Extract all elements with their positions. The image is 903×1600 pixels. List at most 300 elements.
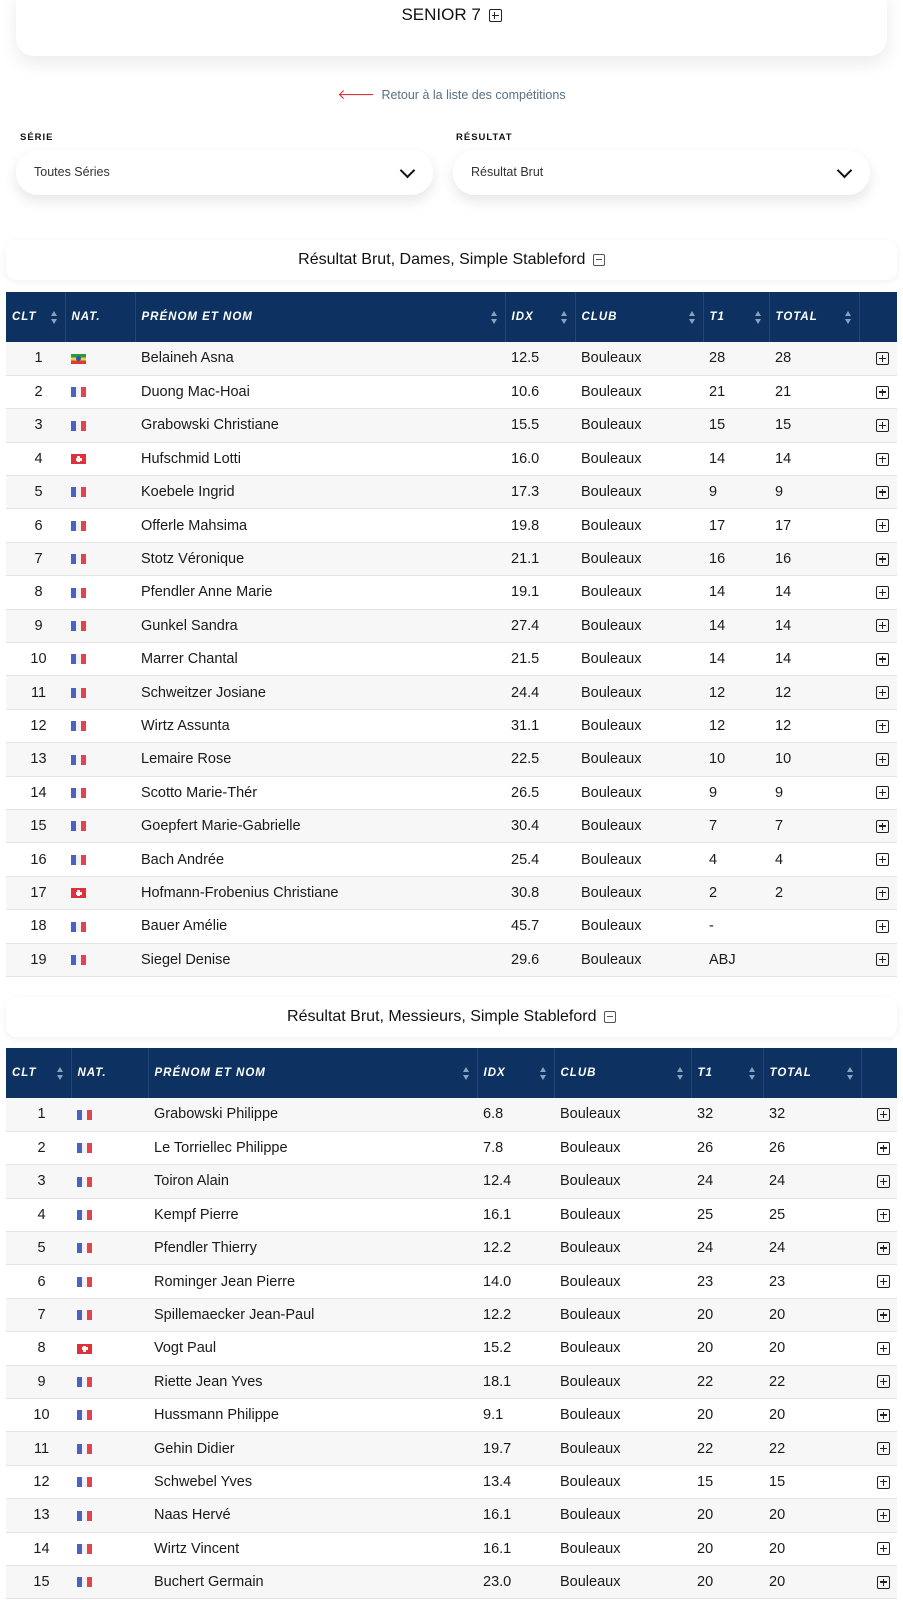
flag-fr-icon <box>77 1377 92 1387</box>
player-name-cell: Spillemaecker Jean-Paul <box>154 1307 315 1324</box>
nationality-cell <box>65 375 135 408</box>
rank-cell: 1 <box>34 350 43 367</box>
player-name-cell: Hussmann Philippe <box>154 1407 279 1424</box>
index-cell: 18.1 <box>483 1373 512 1390</box>
table-row[interactable] <box>6 676 897 709</box>
index-cell: 12.2 <box>483 1307 512 1324</box>
t1-cell: 20 <box>697 1507 714 1524</box>
table-row[interactable] <box>6 1465 897 1498</box>
flag-fr-icon <box>77 1477 92 1487</box>
expand-plus-icon[interactable] <box>877 1175 890 1188</box>
player-name-cell: Siegel Denise <box>141 951 231 968</box>
flag-fr-icon <box>71 955 86 965</box>
row-expand-cell[interactable] <box>859 709 897 742</box>
expand-plus-icon[interactable] <box>877 1108 890 1121</box>
total-cell: 24 <box>769 1240 786 1257</box>
section-header-messieurs <box>6 997 897 1037</box>
flag-fr-icon <box>77 1277 92 1287</box>
index-cell: 12.4 <box>483 1173 512 1190</box>
nationality-cell <box>65 542 135 575</box>
expand-plus-icon[interactable] <box>876 352 889 365</box>
flag-fr-icon <box>77 1110 92 1120</box>
flag-fr-icon <box>71 755 86 765</box>
player-name-cell: Hufschmid Lotti <box>141 450 241 467</box>
table-row[interactable] <box>6 1165 897 1198</box>
total-cell: 26 <box>769 1140 786 1157</box>
club-cell: Bouleaux <box>581 584 642 601</box>
player-name-cell: Koebele Ingrid <box>141 484 235 501</box>
club-cell: Bouleaux <box>560 1407 621 1424</box>
column-header-club[interactable]: CLUB <box>575 292 703 342</box>
rank-cell: 4 <box>34 450 43 467</box>
nationality-cell <box>65 843 135 876</box>
section-title: Résultat Brut, Messieurs, Simple Stableford <box>287 1008 597 1025</box>
t1-cell: 22 <box>697 1373 714 1390</box>
expand-plus-icon[interactable] <box>876 419 889 432</box>
club-cell: Bouleaux <box>581 751 642 768</box>
total-cell: 20 <box>769 1407 786 1424</box>
rank-cell: 12 <box>30 717 47 734</box>
player-name-cell: Stotz Véronique <box>141 551 245 568</box>
row-expand-cell[interactable] <box>859 843 897 876</box>
table-row[interactable] <box>6 843 897 876</box>
expand-plus-icon[interactable] <box>876 586 889 599</box>
t1-cell: 9 <box>709 484 718 501</box>
total-cell: 9 <box>775 484 784 501</box>
table-row[interactable] <box>6 442 897 475</box>
sort-icon <box>57 1067 64 1080</box>
rank-cell: 13 <box>33 1507 50 1524</box>
table-row[interactable] <box>6 1432 897 1465</box>
total-cell: 28 <box>775 350 792 367</box>
sort-icon <box>463 1067 470 1080</box>
t1-cell: ABJ <box>709 951 736 968</box>
rank-cell: 3 <box>37 1173 46 1190</box>
table-row[interactable] <box>6 776 897 809</box>
nationality-cell <box>65 342 135 375</box>
table-header-row <box>6 1048 897 1098</box>
flag-ch-icon <box>77 1344 92 1354</box>
t1-cell: 7 <box>709 818 718 835</box>
expand-plus-icon[interactable] <box>876 820 889 833</box>
rank-cell: 12 <box>33 1473 50 1490</box>
t1-cell: 4 <box>709 851 718 868</box>
total-cell: 14 <box>775 450 792 467</box>
expand-plus-icon[interactable] <box>877 1409 890 1422</box>
nationality-cell <box>71 1565 148 1598</box>
row-expand-cell[interactable] <box>859 676 897 709</box>
total-cell: 21 <box>775 384 792 401</box>
row-expand-cell[interactable] <box>861 1365 897 1398</box>
expand-plus-icon[interactable] <box>876 486 889 499</box>
expand-plus-icon[interactable] <box>877 1275 890 1288</box>
club-cell: Bouleaux <box>581 417 642 434</box>
table-row[interactable] <box>6 643 897 676</box>
nationality-cell <box>71 1198 148 1231</box>
flag-fr-icon <box>71 821 86 831</box>
player-name-cell: Le Torriellec Philippe <box>154 1140 288 1157</box>
arrow-left-icon: 🡐 <box>337 86 375 102</box>
flag-fr-icon <box>71 688 86 698</box>
nationality-cell <box>71 1232 148 1265</box>
table-row[interactable] <box>6 576 897 609</box>
row-expand-cell[interactable] <box>859 542 897 575</box>
club-cell: Bouleaux <box>581 684 642 701</box>
total-cell: 25 <box>769 1206 786 1223</box>
table-row[interactable] <box>6 876 897 909</box>
rank-cell: 10 <box>33 1407 50 1424</box>
player-name-cell: Naas Hervé <box>154 1507 231 1524</box>
player-name-cell: Bach Andrée <box>141 851 225 868</box>
total-cell: 22 <box>769 1440 786 1457</box>
nationality-cell <box>65 509 135 542</box>
player-name-cell: Pfendler Thierry <box>154 1240 257 1257</box>
column-header-clt[interactable]: CLT <box>6 292 65 342</box>
expand-plus-icon[interactable] <box>876 453 889 466</box>
expand-plus-icon[interactable] <box>876 953 889 966</box>
total-cell: 10 <box>775 751 792 768</box>
total-cell <box>769 943 859 976</box>
t1-cell: 20 <box>697 1340 714 1357</box>
expand-plus-icon[interactable] <box>876 786 889 799</box>
expand-plus-icon[interactable] <box>876 519 889 532</box>
resultat-filter-label: RÉSULTAT <box>456 132 513 143</box>
expand-plus-icon[interactable] <box>876 887 889 900</box>
row-expand-cell[interactable] <box>861 1098 897 1131</box>
index-cell: 12.5 <box>511 350 540 367</box>
index-cell: 21.1 <box>511 551 540 568</box>
table-row[interactable] <box>6 1399 897 1432</box>
expand-plus-icon[interactable] <box>877 1576 890 1589</box>
club-cell: Bouleaux <box>581 884 642 901</box>
flag-fr-icon <box>71 721 86 731</box>
table-row[interactable] <box>6 1298 897 1331</box>
flag-fr-icon <box>71 621 86 631</box>
row-expand-cell[interactable] <box>859 809 897 842</box>
serie-select[interactable] <box>16 150 433 195</box>
index-cell: 24.4 <box>511 684 540 701</box>
row-expand-cell[interactable] <box>859 409 897 442</box>
expand-plus-icon[interactable] <box>489 9 502 22</box>
back-link-label: Retour à la liste des compétitions <box>381 88 566 102</box>
serie-select-value: Toutes Séries <box>34 165 110 179</box>
player-name-cell: Duong Mac-Hoai <box>141 384 250 401</box>
total-cell: 23 <box>769 1273 786 1290</box>
club-cell: Bouleaux <box>581 818 642 835</box>
expand-plus-icon[interactable] <box>876 619 889 632</box>
total-cell: 32 <box>769 1106 786 1123</box>
row-expand-cell[interactable] <box>861 1565 897 1598</box>
row-expand-cell[interactable] <box>861 1232 897 1265</box>
column-header-t1[interactable]: T1 <box>691 1048 763 1098</box>
sort-icon <box>689 311 696 324</box>
club-cell: Bouleaux <box>560 1373 621 1390</box>
back-to-list-link[interactable] <box>0 86 903 103</box>
rank-cell: 8 <box>37 1340 46 1357</box>
table-row[interactable] <box>6 342 897 375</box>
expand-plus-icon[interactable] <box>877 1242 890 1255</box>
nationality-cell <box>71 1131 148 1164</box>
expand-plus-icon[interactable] <box>877 1209 890 1222</box>
rank-cell: 15 <box>33 1574 50 1591</box>
total-cell: 14 <box>775 617 792 634</box>
row-expand-cell[interactable] <box>861 1432 897 1465</box>
index-cell: 31.1 <box>511 717 540 734</box>
competition-title <box>16 5 887 25</box>
expand-plus-icon[interactable] <box>877 1442 890 1455</box>
t1-cell: 14 <box>709 651 726 668</box>
nationality-cell <box>65 409 135 442</box>
club-cell: Bouleaux <box>560 1307 621 1324</box>
table-row[interactable] <box>6 1198 897 1231</box>
table-row[interactable] <box>6 509 897 542</box>
total-cell: 20 <box>769 1540 786 1557</box>
club-cell: Bouleaux <box>560 1173 621 1190</box>
sort-icon <box>561 311 568 324</box>
row-expand-cell[interactable] <box>859 509 897 542</box>
row-expand-cell[interactable] <box>859 776 897 809</box>
flag-fr-icon <box>71 788 86 798</box>
player-name-cell: Gunkel Sandra <box>141 617 238 634</box>
row-expand-cell[interactable] <box>861 1298 897 1331</box>
table-row[interactable] <box>6 1565 897 1598</box>
row-expand-cell[interactable] <box>861 1532 897 1565</box>
column-header-name[interactable]: PRÉNOM ET NOM <box>135 292 505 342</box>
sort-icon <box>749 1067 756 1080</box>
nationality-cell <box>65 576 135 609</box>
t1-cell: 14 <box>709 450 726 467</box>
table-row[interactable] <box>6 1232 897 1265</box>
column-header-t1[interactable]: T1 <box>703 292 769 342</box>
expand-plus-icon[interactable] <box>876 686 889 699</box>
row-expand-cell[interactable] <box>859 910 897 943</box>
table-row[interactable] <box>6 1532 897 1565</box>
collapse-minus-icon[interactable] <box>604 1011 616 1023</box>
nationality-cell <box>65 776 135 809</box>
row-expand-cell[interactable] <box>861 1265 897 1298</box>
club-cell: Bouleaux <box>581 617 642 634</box>
table-row[interactable] <box>6 1131 897 1164</box>
row-expand-cell[interactable] <box>861 1332 897 1365</box>
club-cell: Bouleaux <box>581 551 642 568</box>
player-name-cell: Vogt Paul <box>154 1340 217 1357</box>
row-expand-cell[interactable] <box>861 1499 897 1532</box>
index-cell: 9.1 <box>483 1407 504 1424</box>
table-row[interactable] <box>6 375 897 408</box>
player-name-cell: Pfendler Anne Marie <box>141 584 273 601</box>
resultat-select[interactable] <box>453 150 870 195</box>
expand-plus-icon[interactable] <box>876 653 889 666</box>
row-expand-cell[interactable] <box>859 876 897 909</box>
expand-plus-icon[interactable] <box>877 1342 890 1355</box>
total-cell: 12 <box>775 717 792 734</box>
expand-plus-icon[interactable] <box>877 1309 890 1322</box>
column-header-clt[interactable]: CLT <box>6 1048 71 1098</box>
player-name-cell: Belaineh Asna <box>141 350 234 367</box>
table-row[interactable] <box>6 709 897 742</box>
nationality-cell <box>65 943 135 976</box>
player-name-cell: Toiron Alain <box>154 1173 229 1190</box>
column-header-idx[interactable]: IDX <box>505 292 575 342</box>
rank-cell: 7 <box>37 1307 46 1324</box>
expand-plus-icon[interactable] <box>877 1509 890 1522</box>
expand-plus-icon[interactable] <box>876 386 889 399</box>
expand-plus-icon[interactable] <box>876 553 889 566</box>
competition-card <box>16 0 887 56</box>
sort-icon <box>51 311 58 324</box>
column-header-total[interactable]: TOTAL <box>769 292 859 342</box>
table-row[interactable] <box>6 809 897 842</box>
club-cell: Bouleaux <box>560 1206 621 1223</box>
row-expand-cell[interactable] <box>859 375 897 408</box>
flag-fr-icon <box>77 1577 92 1587</box>
player-name-cell: Lemaire Rose <box>141 751 232 768</box>
total-cell: 12 <box>775 684 792 701</box>
index-cell: 7.8 <box>483 1140 504 1157</box>
rank-cell: 9 <box>37 1373 46 1390</box>
t1-cell: 15 <box>709 417 726 434</box>
row-expand-cell[interactable] <box>859 576 897 609</box>
rank-cell: 17 <box>30 884 47 901</box>
nationality-cell <box>65 910 135 943</box>
row-expand-cell[interactable] <box>861 1465 897 1498</box>
nationality-cell <box>65 442 135 475</box>
rank-cell: 11 <box>30 684 47 701</box>
t1-cell: 28 <box>709 350 726 367</box>
player-name-cell: Bauer Amélie <box>141 918 228 935</box>
index-cell: 6.8 <box>483 1106 504 1123</box>
t1-cell: 2 <box>709 884 718 901</box>
nationality-cell <box>65 476 135 509</box>
row-expand-cell[interactable] <box>861 1399 897 1432</box>
row-expand-cell[interactable] <box>861 1198 897 1231</box>
column-header-name[interactable]: PRÉNOM ET NOM <box>148 1048 477 1098</box>
player-name-cell: Offerle Mahsima <box>141 517 248 534</box>
t1-cell: 24 <box>697 1173 714 1190</box>
expand-plus-icon[interactable] <box>877 1476 890 1489</box>
column-header-idx[interactable]: IDX <box>477 1048 554 1098</box>
t1-cell: 17 <box>709 517 726 534</box>
table-row[interactable] <box>6 1365 897 1398</box>
club-cell: Bouleaux <box>560 1507 621 1524</box>
expand-plus-icon[interactable] <box>876 720 889 733</box>
t1-cell: 14 <box>709 617 726 634</box>
index-cell: 30.8 <box>511 884 540 901</box>
flag-ch-icon <box>71 888 86 898</box>
club-cell: Bouleaux <box>581 918 642 935</box>
total-cell: 20 <box>769 1507 786 1524</box>
table-row[interactable] <box>6 743 897 776</box>
total-cell: 22 <box>769 1373 786 1390</box>
player-name-cell: Wirtz Assunta <box>141 717 230 734</box>
table-row[interactable] <box>6 1332 897 1365</box>
column-header-club[interactable]: CLUB <box>554 1048 691 1098</box>
nationality-cell <box>71 1165 148 1198</box>
index-cell: 17.3 <box>511 484 540 501</box>
column-header-nat: NAT. <box>71 1048 148 1098</box>
index-cell: 25.4 <box>511 851 540 868</box>
table-body <box>6 342 897 976</box>
player-name-cell: Hofmann-Frobenius Christiane <box>141 884 339 901</box>
table-row[interactable] <box>6 476 897 509</box>
row-expand-cell[interactable] <box>861 1165 897 1198</box>
club-cell: Bouleaux <box>581 951 642 968</box>
index-cell: 16.0 <box>511 450 540 467</box>
t1-cell: 10 <box>709 751 726 768</box>
club-cell: Bouleaux <box>560 1273 621 1290</box>
expand-plus-icon[interactable] <box>877 1542 890 1555</box>
index-cell: 21.5 <box>511 651 540 668</box>
row-expand-cell[interactable] <box>859 442 897 475</box>
row-expand-cell[interactable] <box>859 743 897 776</box>
club-cell: Bouleaux <box>581 717 642 734</box>
table-row[interactable] <box>6 910 897 943</box>
row-expand-cell[interactable] <box>859 342 897 375</box>
rank-cell: 18 <box>30 918 47 935</box>
table-row[interactable] <box>6 609 897 642</box>
expand-plus-icon[interactable] <box>876 853 889 866</box>
expand-plus-icon[interactable] <box>876 753 889 766</box>
expand-plus-icon[interactable] <box>877 1142 890 1155</box>
total-cell: 15 <box>769 1473 786 1490</box>
nationality-cell <box>71 1499 148 1532</box>
flag-fr-icon <box>71 554 86 564</box>
row-expand-cell[interactable] <box>859 609 897 642</box>
table-row[interactable] <box>6 542 897 575</box>
nationality-cell <box>71 1432 148 1465</box>
index-cell: 26.5 <box>511 784 540 801</box>
competition-title-text: SENIOR 7 <box>401 5 481 24</box>
table-row[interactable] <box>6 1265 897 1298</box>
club-cell: Bouleaux <box>581 851 642 868</box>
row-expand-cell[interactable] <box>859 476 897 509</box>
club-cell: Bouleaux <box>560 1240 621 1257</box>
player-name-cell: Schwebel Yves <box>154 1473 253 1490</box>
row-expand-cell[interactable] <box>861 1131 897 1164</box>
club-cell: Bouleaux <box>560 1540 621 1557</box>
nationality-cell <box>65 609 135 642</box>
index-cell: 27.4 <box>511 617 540 634</box>
total-cell: 4 <box>775 851 784 868</box>
sort-icon <box>677 1067 684 1080</box>
club-cell: Bouleaux <box>560 1574 621 1591</box>
chevron-down-icon <box>837 163 853 179</box>
player-name-cell: Wirtz Vincent <box>154 1540 240 1557</box>
table-row[interactable] <box>6 943 897 976</box>
table-row[interactable] <box>6 1098 897 1131</box>
collapse-minus-icon[interactable] <box>593 254 605 266</box>
player-name-cell: Schweitzer Josiane <box>141 684 266 701</box>
expand-plus-icon[interactable] <box>877 1375 890 1388</box>
index-cell: 23.0 <box>483 1574 512 1591</box>
total-cell: 24 <box>769 1173 786 1190</box>
table-row[interactable] <box>6 409 897 442</box>
expand-plus-icon[interactable] <box>876 920 889 933</box>
table-row[interactable] <box>6 1499 897 1532</box>
t1-cell: 24 <box>697 1240 714 1257</box>
player-name-cell: Scotto Marie-Thér <box>141 784 258 801</box>
column-header-nat: NAT. <box>65 292 135 342</box>
t1-cell: 23 <box>697 1273 714 1290</box>
column-header-total[interactable]: TOTAL <box>763 1048 861 1098</box>
flag-fr-icon <box>77 1444 92 1454</box>
index-cell: 15.5 <box>511 417 540 434</box>
t1-cell: 20 <box>697 1407 714 1424</box>
row-expand-cell[interactable] <box>859 643 897 676</box>
flag-fr-icon <box>71 654 86 664</box>
total-cell: 20 <box>769 1340 786 1357</box>
row-expand-cell[interactable] <box>859 943 897 976</box>
